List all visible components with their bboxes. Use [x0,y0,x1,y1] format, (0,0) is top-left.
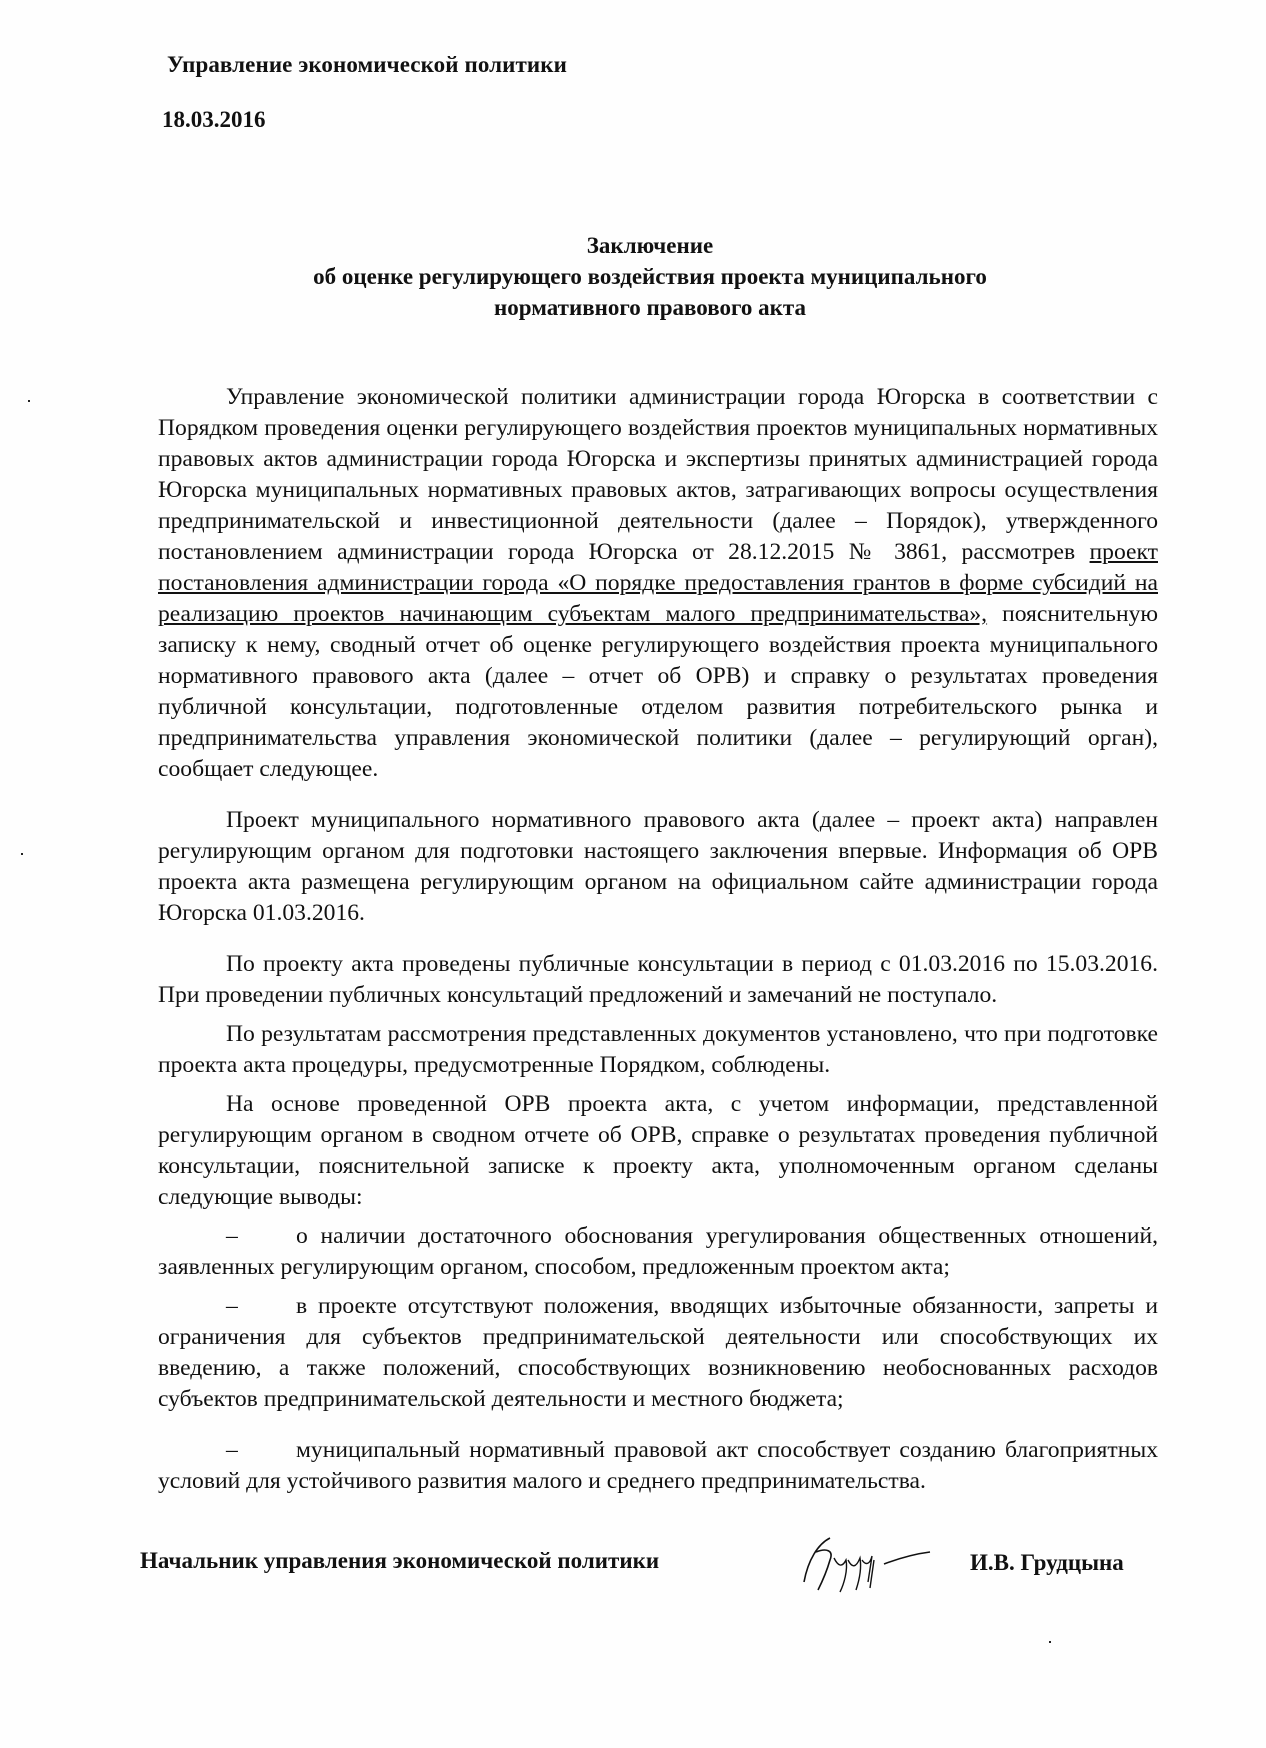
conclusion-text: в проекте отсутствуют положения, вводящих избыточные обязанности, запреты и ограничения для субъектов предпринимательской деятельности или способствующих их введению, а также положений, способствующих возникновению необоснованных расходов субъектов предпринимательской деятельности и местного бюджета; [158,1293,1158,1412]
scan-speck [21,853,23,855]
title-line-1: Заключение [586,233,714,258]
header-organization: Управление экономической политики [167,52,567,77]
title-line-2: об оценке регулирующего воздействия проекта муниципального [313,264,987,289]
signature-block [140,1548,1140,1608]
conclusion-item [158,1221,1158,1283]
dash-bullet: – [226,1223,238,1249]
document-title [270,230,1030,323]
signatory-name: И.В. Грудцына [970,1550,1124,1575]
title-line-3: нормативного правового акта [494,295,806,320]
conclusion-text: муниципальный нормативный правовой акт способствует созданию благоприятных условий для устойчивого развития малого и среднего предпринимательства. [158,1437,1158,1494]
intro-text-2: пояснительную записку к нему, сводный отчет об оценке регулирующего воздействия проекта муниципального нормативного правового акта (далее – отчет об ОРВ) и справку о результатах проведения публичной консультации, подготовленные отделом развития потребительского рынка и предпринимательства управления экономической политики (далее – регулирующий орган), сообщает следующее. [158,601,1158,782]
handwritten-signature [790,1530,950,1594]
header-date: 18.03.2016 [162,107,266,132]
paragraph-review-results: По результатам рассмотрения представленных документов установлено, что при подготовке проекта акта процедуры, предусмотренные Порядком, соблюдены. [158,1021,1158,1078]
intro-text-1: Управление экономической политики администрации города Югорска в соответствии с Порядком проведения оценки регулирующего воздействия проектов муниципальных нормативных правовых актов администрации города Югорска и экспертизы принятых администрацией города Югорска муниципальных нормативных правовых актов, затрагивающих вопросы осуществления предпринимательской и инвестиционной деятельности (далее – Порядок), утвержденного постановлением администрации города Югорска от 28.12.2015 № 3861, рассмотрев [158,384,1158,565]
underlined-project-title: проект постановления администрации города «О порядке предоставления грантов в форме субсидий на реализацию проектов начинающим субъектам малого предпринимательства», [158,539,1158,627]
conclusion-text: о наличии достаточного обоснования урегулирования общественных отношений, заявленных регулирующим органом, способом, предложенным проектом акта; [158,1223,1158,1280]
paragraph-intro [158,382,1158,785]
dash-bullet: – [226,1293,238,1319]
scan-speck [1049,1641,1051,1643]
paragraph-conclusions-intro: На основе проведенной ОРВ проекта акта, с учетом информации, представленной регулирующим органом в сводном отчете об ОРВ, справке о результатах проведения публичной консультации, пояснительной записке к проекту акта, уполномоченным органом сделаны следующие выводы: [158,1091,1158,1210]
document-body [158,382,1158,1497]
signatory-position: Начальник управления экономической политики [140,1548,660,1573]
conclusion-item [158,1435,1158,1497]
scan-speck [28,400,30,402]
paragraph-project-info: Проект муниципального нормативного правового акта (далее – проект акта) направлен регулирующим органом для подготовки настоящего заключения впервые. Информация об ОРВ проекта акта размещена регулирующим органом на официальном сайте администрации города Югорска 01.03.2016. [158,807,1158,926]
conclusion-item [158,1291,1158,1415]
paragraph-consultations: По проекту акта проведены публичные консультации в период с 01.03.2016 по 15.03.2016. При проведении публичных консультаций предложений и замечаний не поступало. [158,951,1158,1008]
dash-bullet: – [226,1437,238,1463]
